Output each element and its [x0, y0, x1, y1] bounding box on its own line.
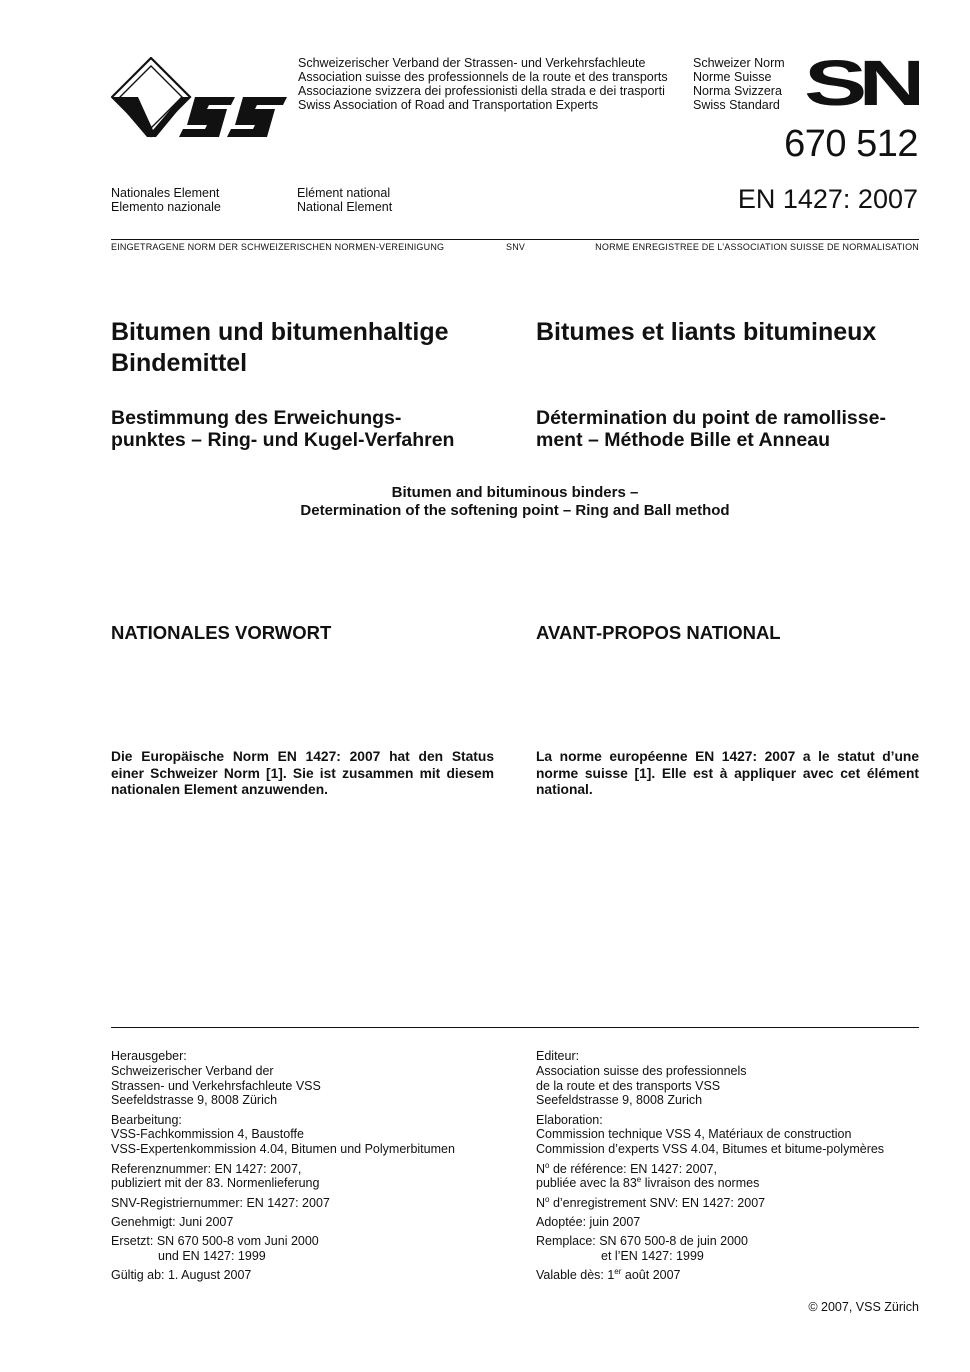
vss-logo: [111, 57, 291, 144]
title-line: Bindemittel: [111, 349, 248, 377]
text-part: N: [536, 1161, 546, 1176]
info-line: Bearbeitung:: [111, 1112, 182, 1127]
national-element-de: [111, 186, 221, 214]
info-line: Elaboration:: [536, 1112, 603, 1127]
subtitle-line: Bestimmung des Erweichungs-: [111, 407, 402, 429]
registration-snv: SNV: [506, 242, 526, 252]
national-element-line: Nationales Element: [111, 186, 220, 200]
standard-type-line: Swiss Standard: [693, 98, 780, 112]
reference-block: [536, 1162, 936, 1192]
footer-divider: [111, 1027, 919, 1028]
info-line: Editeur:: [536, 1049, 580, 1063]
registration-de: EINGETRAGENE NORM DER SCHWEIZERISCHEN NORMEN-VEREINIGUNG: [111, 242, 445, 252]
info-line: Seefeldstrasse 9, 8008 Zurich: [536, 1093, 703, 1108]
text-part: d’enregistrement SNV: EN 1427: 2007: [549, 1195, 766, 1210]
info-line: Strassen- und Verkehrsfachleute VSS: [111, 1078, 321, 1093]
title-en: [111, 484, 919, 520]
superscript: o: [545, 1160, 550, 1170]
national-element-line: National Element: [297, 200, 393, 214]
org-line: Swiss Association of Road and Transportation Experts: [298, 98, 599, 112]
info-line: Herausgeber:: [111, 1049, 187, 1063]
sn-mark: [803, 57, 919, 114]
info-line: Seefeldstrasse 9, 8008 Zürich: [111, 1093, 278, 1108]
info-line: Referenznummer: EN 1427: 2007,: [111, 1161, 302, 1176]
superscript: er: [614, 1267, 622, 1277]
national-element-line: Elément national: [297, 186, 391, 200]
text-part: de référence: EN 1427: 2007,: [549, 1161, 717, 1176]
text-part: publiée avec la 83: [536, 1176, 637, 1191]
sn-mark-text: SN: [804, 57, 919, 109]
foreword-text-de: [111, 749, 494, 799]
valid-from: Gültig ab: 1. August 2007: [111, 1268, 252, 1283]
superscript: e: [636, 1175, 642, 1185]
standard-type-line: Norme Suisse: [693, 70, 772, 84]
referenz-block: [111, 1162, 511, 1192]
org-line: Associazione svizzera dei professionisti della strada e dei trasporti: [298, 84, 665, 98]
foreword-line: Die Europäische Norm EN 1427: 2007 hat den Status: [111, 749, 494, 764]
title-de: [111, 317, 449, 379]
text-part: livraison des normes: [641, 1176, 760, 1191]
text-part: N: [536, 1195, 546, 1210]
sn-logo-mark: [803, 57, 919, 109]
subtitle-line: Détermination du point de ramollisse-: [536, 407, 886, 429]
enreg-number: [536, 1196, 936, 1211]
text-part: août 2007: [621, 1268, 681, 1283]
standard-number: 670 512: [784, 123, 918, 165]
info-line: et l’EN 1427: 1999: [601, 1249, 704, 1264]
info-line: de la route et des transports VSS: [536, 1078, 721, 1093]
info-line: und EN 1427: 1999: [158, 1249, 266, 1264]
national-element-fr: [297, 186, 392, 214]
publisher-info-de: [111, 1049, 511, 1288]
copyright: © 2007, VSS Zürich: [808, 1300, 919, 1314]
title-fr: [536, 317, 876, 348]
elaboration-block: [536, 1113, 936, 1157]
standard-type-line: Schweizer Norm: [693, 56, 785, 70]
approved-date: Genehmigt: Juni 2007: [111, 1214, 234, 1229]
info-line: Schweizerischer Verband der: [111, 1063, 274, 1078]
header-divider: [111, 239, 919, 240]
foreword-line: La norme européenne EN 1427: 2007 a le statut d’une: [536, 749, 919, 764]
info-line: Remplace: SN 670 500-8 de juin 2000: [536, 1234, 748, 1249]
title-line: Bitumen und bitumenhaltige: [111, 318, 449, 346]
foreword-text-fr: [536, 749, 919, 799]
superscript: o: [545, 1194, 550, 1204]
subtitle-line: punktes – Ring- und Kugel-Verfahren: [111, 429, 455, 451]
info-line: VSS-Expertenkommission 4.04, Bitumen und Polymerbitumen: [111, 1142, 455, 1157]
ersetzt-block: [111, 1234, 511, 1264]
herausgeber-block: [111, 1049, 511, 1108]
info-line: [536, 1176, 936, 1191]
standard-type: [693, 56, 785, 112]
snv-number: SNV-Registriernummer: EN 1427: 2007: [111, 1195, 330, 1210]
national-element-line: Elemento nazionale: [111, 200, 221, 214]
adopted-date: Adoptée: juin 2007: [536, 1214, 641, 1229]
org-line: Association suisse des professionnels de la route et des transports: [298, 70, 668, 84]
foreword-heading-de: NATIONALES VORWORT: [111, 622, 332, 643]
vss-logo-mark: [111, 57, 291, 139]
text-part: Valable dès: 1: [536, 1268, 615, 1283]
remplace-block: [536, 1234, 936, 1264]
editeur-block: [536, 1049, 936, 1108]
info-line: Association suisse des professionnels: [536, 1063, 747, 1078]
bearbeitung-block: [111, 1113, 511, 1157]
subtitle-line: ment – Méthode Bille et Anneau: [536, 429, 830, 451]
en-reference: EN 1427: 2007: [737, 184, 918, 214]
foreword-line: nationalen Element anzuwenden.: [111, 782, 328, 797]
info-line: publiziert mit der 83. Normenlieferung: [111, 1176, 320, 1191]
subtitle-de: [111, 407, 454, 451]
foreword-heading-fr: AVANT-PROPOS NATIONAL: [536, 622, 781, 643]
publisher-info-fr: [536, 1049, 936, 1288]
standard-type-line: Norma Svizzera: [693, 84, 782, 98]
info-line: Commission d’experts VSS 4.04, Bitumes et bitume-polymères: [536, 1142, 885, 1157]
title-en-line: Determination of the softening point – Ring and Ball method: [300, 502, 730, 519]
subtitle-fr: [536, 407, 886, 451]
info-line: Ersetzt: SN 670 500-8 vom Juni 2000: [111, 1234, 319, 1249]
organisation-names: [298, 56, 668, 112]
info-line: Commission technique VSS 4, Matériaux de construction: [536, 1127, 852, 1142]
org-line: Schweizerischer Verband der Strassen- und Verkehrsfachleute: [298, 56, 646, 70]
registration-fr: NORME ENREGISTREE DE L’ASSOCIATION SUISSE DE NORMALISATION: [595, 242, 919, 252]
foreword-line: einer Schweizer Norm [1]. Sie ist zusammen mit diesem: [111, 765, 494, 781]
info-line: VSS-Fachkommission 4, Baustoffe: [111, 1127, 304, 1142]
foreword-line: national.: [536, 782, 593, 797]
title-line: Bitumes et liants bitumineux: [536, 318, 877, 346]
info-line: [536, 1162, 936, 1177]
valid-from: [536, 1268, 936, 1283]
foreword-line: norme suisse [1]. Elle est à appliquer avec cet élément: [536, 765, 919, 781]
title-en-line: Bitumen and bituminous binders –: [391, 484, 639, 501]
